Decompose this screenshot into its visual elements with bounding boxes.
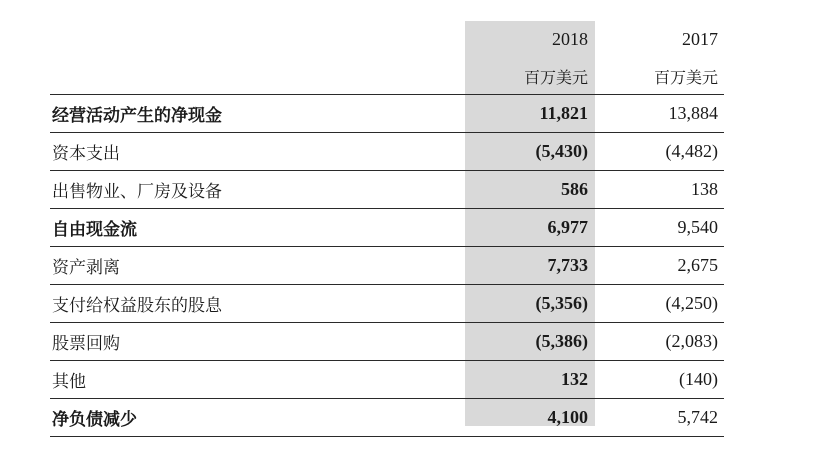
value-2018: (5,386) — [535, 331, 588, 351]
value-2018: (5,430) — [535, 141, 588, 161]
row-label: 资产剥离 — [52, 258, 120, 278]
row-label: 其他 — [52, 372, 86, 392]
table-row — [50, 284, 724, 322]
header-unit-2018: 百万美元 — [523, 67, 588, 87]
value-2017: (2,083) — [665, 331, 718, 351]
value-2017: 9,540 — [677, 217, 718, 237]
row-label: 净负债减少 — [52, 410, 137, 430]
value-2017: (140) — [679, 369, 718, 389]
value-2018: 6,977 — [547, 217, 588, 237]
header-unit-row — [50, 58, 724, 94]
table-row — [50, 208, 724, 246]
cash-flow-table — [50, 21, 724, 437]
table-row — [50, 94, 724, 132]
value-2018: 132 — [561, 369, 588, 389]
header-year-2018: 2018 — [552, 29, 588, 49]
value-2017: 2,675 — [677, 255, 718, 275]
header-year-2017: 2017 — [682, 29, 718, 49]
value-2018: 4,100 — [547, 407, 588, 427]
header-year-row — [50, 21, 724, 58]
row-label: 股票回购 — [52, 334, 120, 354]
value-2017: 138 — [691, 179, 718, 199]
table-row — [50, 170, 724, 208]
value-2018: 7,733 — [547, 255, 588, 275]
value-2017: (4,250) — [665, 293, 718, 313]
value-2018: 11,821 — [539, 103, 588, 123]
value-2018: 586 — [561, 179, 588, 199]
row-label: 支付给权益股东的股息 — [52, 296, 222, 316]
table-row — [50, 360, 724, 398]
header-unit-2017: 百万美元 — [653, 67, 718, 87]
row-label: 经营活动产生的净现金 — [52, 106, 222, 126]
table-row — [50, 132, 724, 170]
row-label: 自由现金流 — [52, 220, 137, 240]
table-row — [50, 398, 724, 437]
value-2017: 13,884 — [668, 103, 718, 123]
row-label: 出售物业、厂房及设备 — [52, 182, 222, 202]
table-row — [50, 322, 724, 360]
row-label: 资本支出 — [52, 144, 120, 164]
value-2018: (5,356) — [535, 293, 588, 313]
value-2017: 5,742 — [677, 407, 718, 427]
value-2017: (4,482) — [665, 141, 718, 161]
table-row — [50, 246, 724, 284]
